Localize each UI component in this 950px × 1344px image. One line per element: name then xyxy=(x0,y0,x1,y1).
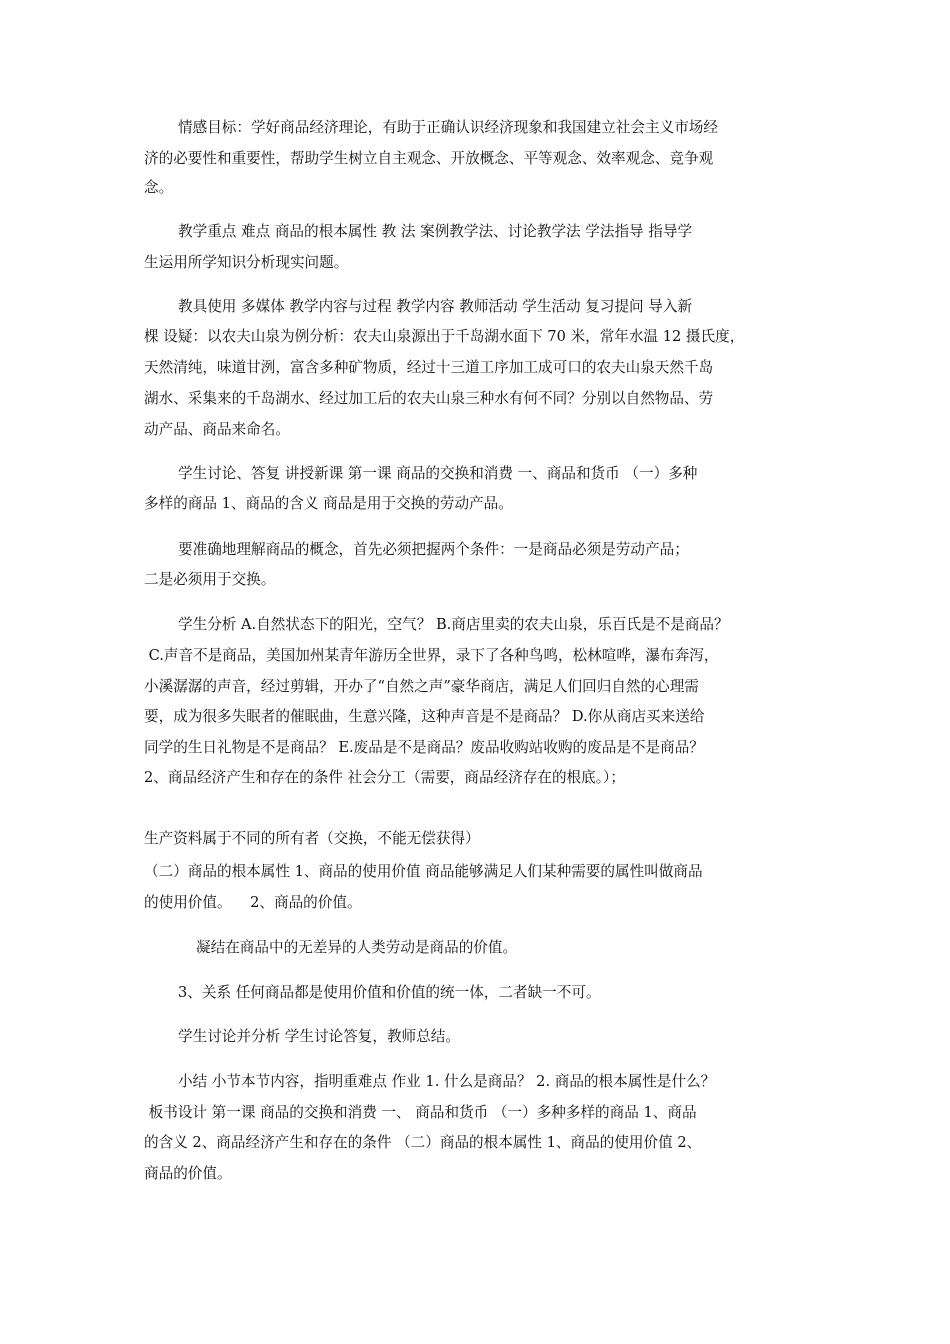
text-line: 学生讨论并分析 学生讨论答复，教师总结。 xyxy=(178,1028,460,1045)
text-line: 生产资料属于不同的所有者（交换，不能无偿获得） xyxy=(144,830,480,847)
text-line: 二是必须用于交换。 xyxy=(144,571,276,588)
text-line: 济的必要性和重要性，帮助学生树立自主观念、开放概念、平等观念、效率观念、竞争观 xyxy=(144,150,714,167)
text-line: 棵 设疑：以农夫山泉为例分析：农夫山泉源出于千岛湖水面下 70 米，常年水温 12 摄氏度， xyxy=(144,328,745,345)
text-line: 要准确地理解商品的概念，首先必须把握两个条件：一是商品必须是劳动产品； xyxy=(178,541,689,558)
text-line: 动产品、商品来命名。 xyxy=(144,421,290,438)
text-line: 学生分析 A.自然状态下的阳光，空气？ B.商店里卖的农夫山泉，乐百氏是不是商品？ xyxy=(178,616,729,633)
text-line: 天然清纯，味道甘洌，富含多种矿物质，经过十三道工序加工成可口的农夫山泉天然千岛 xyxy=(144,359,714,376)
text-line: 要，成为很多失眠者的催眠曲，生意兴隆，这种声音是不是商品？ D.你从商店买来送给 xyxy=(144,708,705,725)
text-line: 小结 小节本节内容，指明重难点 作业 1. 什么是商品？ 2. 商品的根本属性是什么？ xyxy=(178,1073,716,1090)
text-line: 教学重点 难点 商品的根本属性 教 法 案例教学法、讨论教学法 学法指导 指导学 xyxy=(178,223,693,240)
text-line: 同学的生日礼物是不是商品？ E.废品是不是商品？废品收购站收购的废品是不是商品？ xyxy=(144,739,704,756)
text-line: 2、商品经济产生和存在的条件 社会分工（需要，商品经济存在的根底。）； xyxy=(144,769,625,786)
text-line: 教具使用 多媒体 教学内容与过程 教学内容 教师活动 学生活动 复习提问 导入新 xyxy=(178,298,693,315)
text-line: 的含义 2、商品经济产生和存在的条件 （二）商品的根本属性 1、商品的使用价值 2、 xyxy=(144,1134,702,1151)
text-line: 商品的价值。 xyxy=(144,1165,232,1182)
text-line: 凝结在商品中的无差异的人类劳动是商品的价值。 xyxy=(196,939,518,956)
text-line: 情感目标：学好商品经济理论，有助于正确认识经济现象和我国建立社会主义市场经 xyxy=(178,119,718,136)
text-line: 多样的商品 1、商品的含义 商品是用于交换的劳动产品。 xyxy=(144,495,513,512)
text-line: C.声音不是商品，美国加州某青年游历全世界，录下了各种鸟鸣，松林喧哗，瀑布奔泻， xyxy=(144,647,719,664)
text-line: 板书设计 第一课 商品的交换和消费 一、 商品和货币 （一）多种多样的商品 1、商品 xyxy=(144,1104,697,1121)
text-line: 学生讨论、答复 讲授新课 第一课 商品的交换和消费 一、商品和货币 （一）多种 xyxy=(178,465,698,482)
text-line: 生运用所学知识分析现实问题。 xyxy=(144,254,349,271)
text-line: 3、关系 任何商品都是使用价值和价值的统一体，二者缺一不可。 xyxy=(178,984,601,1001)
text-line: （二）商品的根本属性 1、商品的使用价值 商品能够满足人们某种需要的属性叫做商品 xyxy=(144,863,703,880)
text-line: 湖水、采集来的千岛湖水、经过加工后的农夫山泉三种水有何不同？分别以自然物品、劳 xyxy=(144,390,714,407)
text-line: 的使用价值。 2、商品的价值。 xyxy=(144,894,362,911)
text-line: 念。 xyxy=(144,179,174,196)
text-line: 小溪潺潺的声音，经过剪辑，开办了“自然之声”豪华商店，满足人们回归自然的心理需 xyxy=(144,678,699,695)
